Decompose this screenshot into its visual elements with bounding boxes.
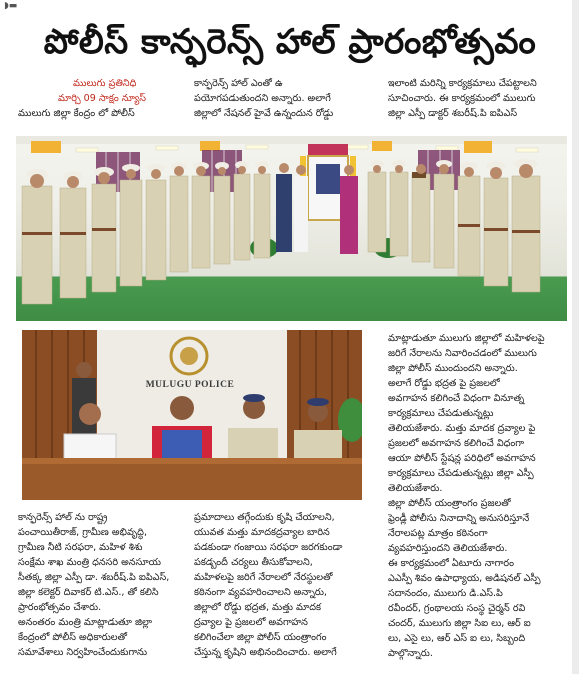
text-line: ఇలాంటి మరిన్ని కార్యక్రమాలు చేపట్టాలని (388, 78, 537, 89)
text-line: సీతక్క జిల్లా ఎస్పీ డా. శబరీష్.పి ఐపిఎస్, (18, 572, 170, 583)
text-line: నేరాలపట్ల మాత్రం కఠినంగా (388, 528, 488, 539)
text-line: లు, ఎసై లు, ఆర్ ఎస్ ఐ లు, సిబ్బంది (388, 633, 526, 644)
text-line: కలిగించేలా జిల్లా పోలీస్ యంత్రాంగం (194, 632, 327, 643)
text-line: ప్రారంభోత్సవం చేశారు. (18, 602, 102, 613)
text-line: అనంతరం మంత్రి మాట్లాడుతూ జిల్లా (18, 617, 153, 628)
text-line: సూచించారు. ఈ కార్యక్రమంలో ములుగు (388, 93, 536, 104)
text-line: జిల్లా పోలీస్ ముందుందని అన్నారు. (388, 363, 518, 374)
text-line: పడకుండా గంజాయి సరఫరా జరగకుండా (194, 542, 343, 553)
page-corner-mark: ◗▬ (4, 1, 18, 11)
group-photo (16, 136, 567, 321)
article-column-3-top (388, 76, 568, 121)
text-line: కార్యక్రమాలు చేపడుతున్నట్లు జిల్లా ఎస్పీ (388, 468, 534, 479)
text-line: చేస్తున్న కృషిని అభినందించారు. అలాగే (194, 647, 337, 658)
text-line: పయోగపడుతుందని అన్నారు. అలాగే (194, 93, 331, 104)
text-line: జరిగే నేరాలను నివారించడంలో ములుగు (388, 348, 537, 359)
text-line: సమావేశాలు నిర్వహించేందుకుగాను (18, 647, 148, 658)
article-column-2-bottom (194, 510, 374, 660)
text-line: జిల్లా ఎస్పీ డాక్టర్ శబరీష్.పి ఐపిఎస్ (388, 108, 518, 119)
text-line: వ్యవహరిస్తుందని తెలియజేశారు. (388, 543, 508, 554)
text-line: గ్రామీణ నీటి సరఫరా, మహిళ శిశు (18, 542, 143, 553)
mulugu-police-sign: MULUGU POLICE (145, 380, 235, 390)
text-line: తెలియజేశారు. మత్తు మాదక ద్రవ్యాల పై (388, 423, 536, 434)
group-photo-illustration (16, 136, 567, 321)
text-line: మహిళలపై జరిగే నేరాలలో నేరస్థులతో (194, 572, 333, 583)
page-edge-strip (572, 0, 579, 674)
text-line: పకడ్బందీ చర్యలు తీసుకోవాలని, (194, 557, 313, 568)
text-line: ప్రజలలో అవగాహన కలిగించే విధంగా (388, 438, 525, 449)
text-line: కార్యక్రమాలు చేపడుతున్నట్లు (388, 408, 494, 419)
text-line: కేంద్రంలో పోలీస్ అధికారులతో (18, 632, 127, 643)
text-line: ప్రమాదాలు తగ్గేందుకు కృషి చేయాలని, (194, 512, 335, 523)
text-line: పాల్గొన్నారు. (388, 648, 433, 659)
text-line: తెలియజేశారు. (388, 483, 443, 494)
text-line: అవగాహన కలిగించే విధంగా వినూత్న (388, 393, 525, 404)
dais-photo-illustration (22, 330, 362, 500)
text-line: ద్రవ్యాల పై ప్రజలలో అవగాహన (194, 617, 308, 628)
text-line: ఫ్రెండ్లీ పోలీసు నినాదాన్ని అనుసరిస్తూనే (388, 513, 530, 524)
text-line: అలాగే రోడ్డు భద్రత పై ప్రజలలో (388, 378, 500, 389)
text-line: మాట్లాడుతూ ములుగు జిల్లాలో మహిళలపై (388, 333, 545, 344)
dais-photo (22, 330, 362, 500)
article-column-3-right (388, 331, 568, 661)
headline: పోలీస్ కాన్ఫరెన్స్ హాల్ ప్రారంభోత్సవం (43, 22, 537, 62)
text-line: ఈ కార్యక్రమంలో ఏటూరు నాగారం (388, 558, 514, 569)
text-line: ములుగు జిల్లా కేంద్రం లో పోలీస్ (18, 108, 135, 119)
text-line: సదానందం, ములుగు డి.ఎస్.పి (388, 588, 503, 599)
article-column-2-top (194, 76, 374, 121)
article-column-1-bottom (18, 510, 188, 660)
text-line: చందర్, ములుగు జిల్లా సిఐ లు, ఆర్ ఐ (388, 618, 531, 629)
text-line: జిల్లాలో నేషనల్ హైవే ఉన్నందున రోడ్డు (194, 108, 334, 119)
text-line: రవీందర్, గ్రంథాలయ సంస్థ చైర్మన్ రవి (388, 603, 526, 614)
text-line: పంచాయితీరాజ్, గ్రామీణ అభివృద్ధి, (18, 527, 147, 538)
byline-date-source: మార్చి 09 సాక్షం న్యూస్ (58, 93, 147, 104)
text-line: జిల్లా పోలీస్ యంత్రాంగం ప్రజలతో (388, 498, 511, 509)
text-line: జిల్లా కలెక్టర్ దివాకర్ టి.ఎస్., తో కలిసి (18, 587, 159, 598)
text-line: సంక్షేమ శాఖ మంత్రి ధనసరి అనసూయ (18, 557, 161, 568)
text-line: ఆయా పోలీస్ స్టేషన్ల పరిధిలో అవగాహన (388, 453, 536, 464)
text-line: యువత మత్తు మాదకద్రవ్యాల బారిన (194, 527, 330, 538)
text-line: కఠినంగా వ్యవహరించాలని అన్నారు, (194, 587, 327, 598)
page-top-strip (0, 0, 579, 14)
byline-reporter: ములుగు ప్రతినిధి (73, 78, 137, 89)
text-line: జిల్లాలో రోడ్డు భద్రత, మత్తు మాదక (194, 602, 322, 613)
text-line: కాన్ఫరెన్స్ హాల్ ఎంతో ఉ (194, 78, 283, 89)
article-column-1-top (18, 76, 188, 121)
text-line: కాన్ఫరెన్స్ హాల్ ను రాష్ట్ర (18, 512, 108, 523)
text-line: ఎఎస్పీ శివం ఉపాధ్యాయ, అడిషనల్ ఎస్పీ (388, 573, 541, 584)
